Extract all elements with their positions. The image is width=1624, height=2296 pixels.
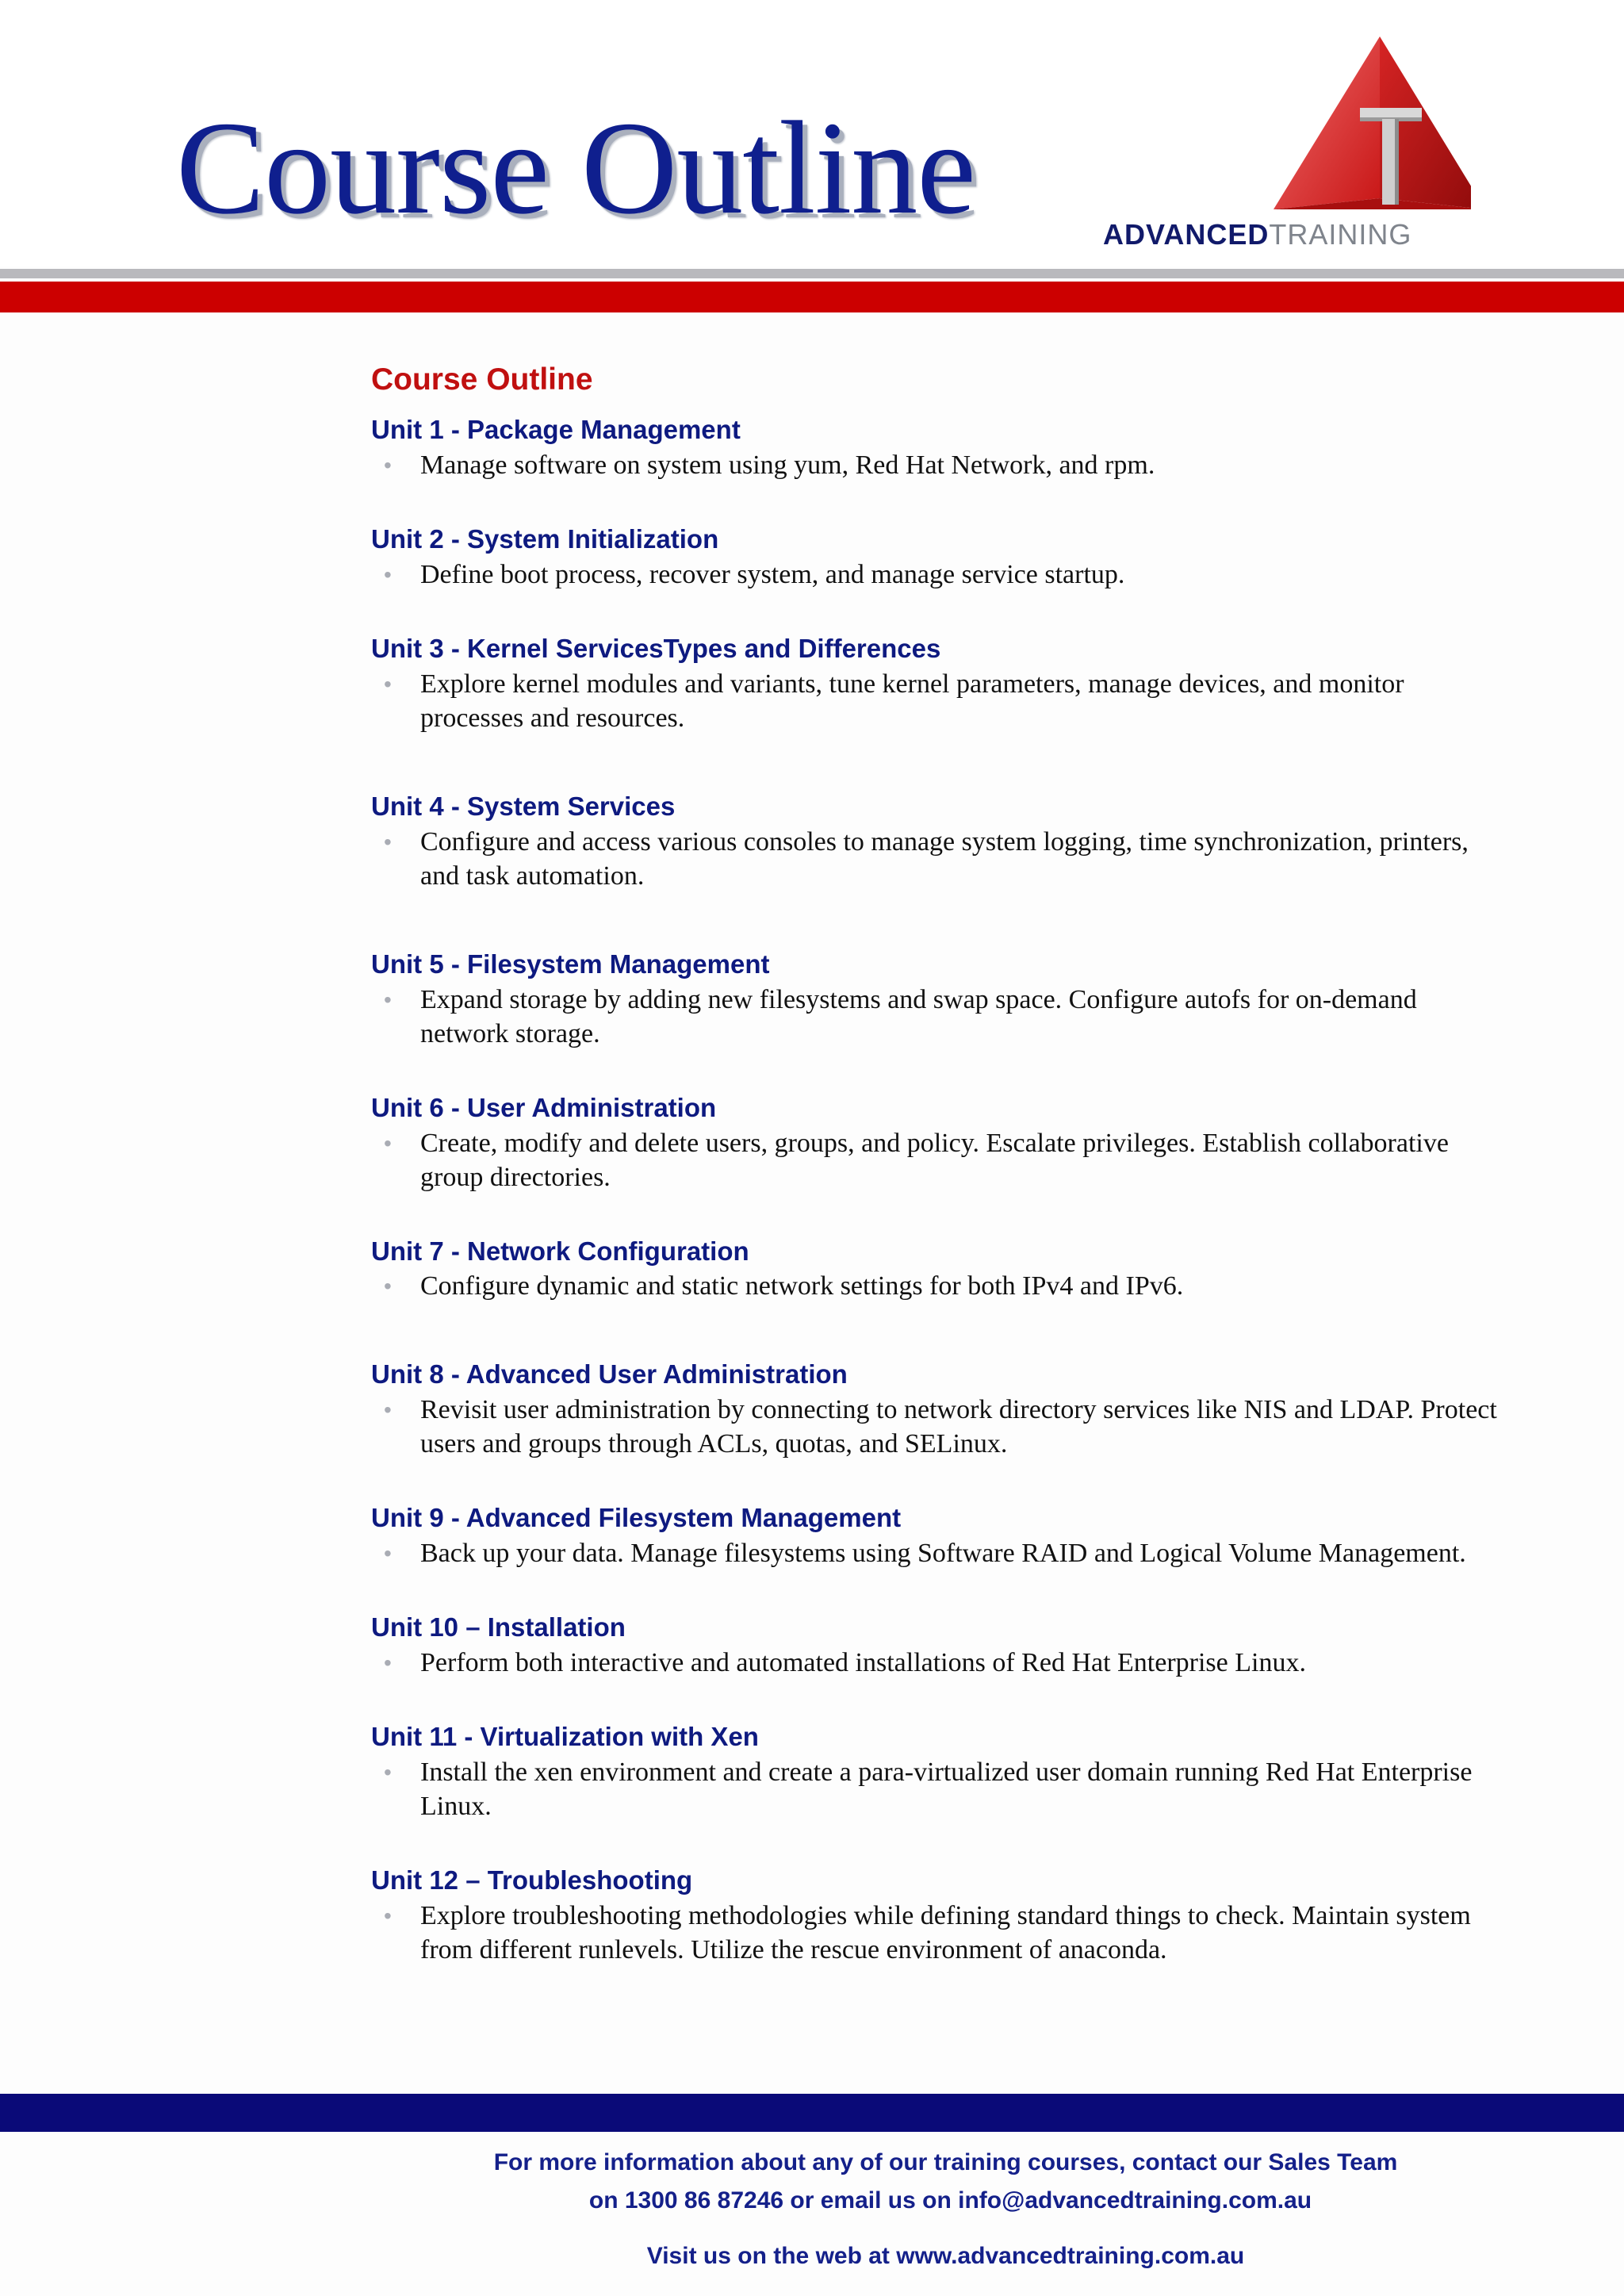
unit-item: [371, 1093, 1505, 1194]
unit-item: [371, 524, 1505, 592]
unit-description: • Manage software on system using yum, Red Hat Network, and rpm.: [371, 448, 1505, 482]
bullet-icon: •: [384, 1541, 392, 1566]
unit-description: • Install the xen environment and create a para-virtualized user domain running Red Hat Enterprise Linux.: [371, 1755, 1505, 1823]
bullet-icon: •: [384, 987, 392, 1012]
unit-heading: Unit 6 - User Administration: [371, 1092, 717, 1122]
advanced-training-logo: [1098, 32, 1471, 251]
bullet-icon: •: [384, 562, 392, 587]
unit-heading: Unit 9 - Advanced Filesystem Management: [371, 1503, 902, 1533]
unit-item: [371, 634, 1505, 735]
unit-item: [371, 1359, 1505, 1461]
unit-description: • Perform both interactive and automated installations of Red Hat Enterprise Linux.: [371, 1646, 1505, 1680]
unit-description: • Revisit user administration by connecting to network directory services like NIS and LDAP. Protect users and groups through ACLs, quotas, and SELinux.: [371, 1393, 1505, 1461]
logo-wordmark: [1103, 220, 1411, 249]
unit-heading: Unit 2 - System Initialization: [371, 523, 719, 554]
unit-heading: Unit 4 - System Services: [371, 791, 676, 821]
course-outline-section: [371, 363, 1505, 1967]
unit-heading: Unit 5 - Filesystem Management: [371, 949, 770, 979]
bullet-icon: •: [384, 1397, 392, 1423]
red-divider: [0, 282, 1624, 312]
navy-divider: [0, 2094, 1624, 2132]
footer-line-contact: For more information about any of our training courses, contact our Sales Team: [493, 2149, 1398, 2175]
bullet-icon: •: [384, 1274, 392, 1299]
unit-heading: Unit 12 – Troubleshooting: [371, 1865, 693, 1895]
bullet-icon: •: [384, 1650, 392, 1676]
unit-heading: Unit 11 - Virtualization with Xen: [371, 1722, 759, 1752]
unit-item: [371, 949, 1505, 1051]
bullet-icon: •: [384, 1760, 392, 1785]
unit-item: [371, 792, 1505, 893]
unit-heading: Unit 8 - Advanced User Administration: [371, 1359, 848, 1389]
unit-description: • Explore troubleshooting methodologies while defining standard things to check. Maintain system from different runlevels. Utilize the rescue environment of anaconda.: [371, 1899, 1505, 1967]
unit-heading: Unit 10 – Installation: [371, 1612, 626, 1642]
unit-item: [371, 1503, 1505, 1570]
bullet-icon: •: [384, 1130, 392, 1156]
footer-line-website: Visit us on the web at www.advancedtraining.com.au: [646, 2243, 1245, 2269]
unit-heading: Unit 7 - Network Configuration: [371, 1236, 749, 1266]
section-title: Course Outline: [371, 362, 593, 397]
unit-heading: Unit 3 - Kernel ServicesTypes and Differences: [371, 633, 941, 663]
triangle-logo-icon: [1098, 32, 1471, 214]
unit-description: • Create, modify and delete users, groups, and policy. Escalate privileges. Establish collaborative group directories.: [371, 1126, 1505, 1194]
unit-description: • Back up your data. Manage filesystems using Software RAID and Logical Volume Management.: [371, 1536, 1505, 1570]
unit-heading: Unit 1 - Package Management: [371, 414, 741, 444]
header-banner: [0, 0, 1624, 266]
bullet-icon: •: [384, 671, 392, 696]
unit-item: [371, 1612, 1505, 1680]
logo-word-training: TRAINING: [1269, 218, 1412, 251]
bullet-icon: •: [384, 829, 392, 854]
unit-description: • Configure dynamic and static network settings for both IPv4 and IPv6.: [371, 1269, 1505, 1303]
unit-description: • Explore kernel modules and variants, tune kernel parameters, manage devices, and monitor processes and resources.: [371, 667, 1505, 735]
unit-item: [371, 1722, 1505, 1823]
unit-item: [371, 1865, 1505, 1967]
logo-word-advanced: ADVANCED: [1103, 218, 1270, 251]
unit-description: • Configure and access various consoles to manage system logging, time synchronization, printers, and task automation.: [371, 825, 1505, 893]
footer-line-phone-email: on 1300 86 87246 or email us on info@advancedtraining.com.au: [588, 2187, 1312, 2214]
unit-description: • Define boot process, recover system, and manage service startup.: [371, 558, 1505, 592]
unit-description: • Expand storage by adding new filesystems and swap space. Configure autofs for on-demand network storage.: [371, 983, 1505, 1051]
unit-item: [371, 415, 1505, 482]
gray-divider: [0, 269, 1624, 278]
document-title: Course Outline: [176, 94, 975, 242]
bullet-icon: •: [384, 452, 392, 477]
bullet-icon: •: [384, 1903, 392, 1929]
unit-item: [371, 1236, 1505, 1304]
